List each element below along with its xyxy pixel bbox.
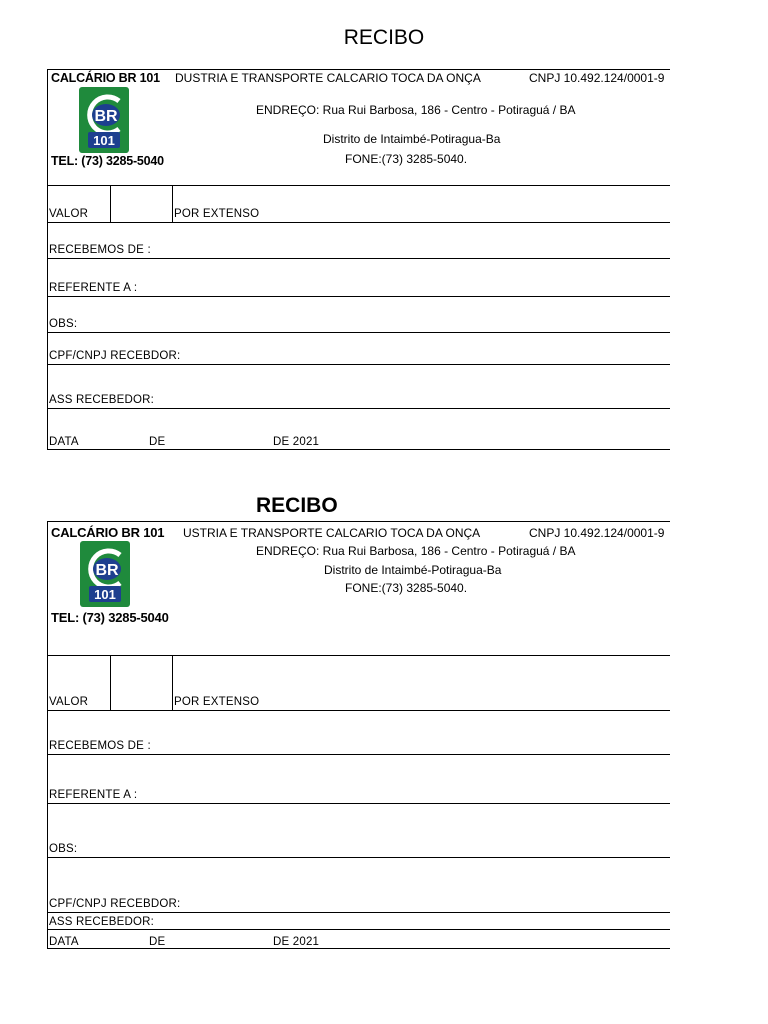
data-label: DATA [49,436,79,448]
brand-phone: TEL: (73) 3285-5040 [51,154,164,168]
company-district: Distrito de Intaimbé-Potiragua-Ba [324,563,502,577]
logo-101-text: 101 [93,133,115,148]
obs-row [48,297,670,333]
cpf-row [48,333,670,365]
logo-101-text: 101 [94,587,116,602]
referente-row [48,259,670,297]
company-district: Distrito de Intaimbé-Potiragua-Ba [323,132,501,146]
company-address: ENDREÇO: Rua Rui Barbosa, 186 - Centro - Potiraguá / BA [256,103,576,117]
company-cnpj: CNPJ 10.492.124/0001-9 [529,526,665,540]
brand-phone: TEL: (73) 3285-5040 [51,610,169,625]
obs-row [48,804,670,858]
de-year-label: DE 2021 [273,436,320,448]
cpf-label: CPF/CNPJ RECEBDOR: [49,350,181,362]
valor-row [48,656,670,711]
brand-name: CALCÁRIO BR 101 [51,525,165,540]
data-row [48,409,670,450]
receipt-title: RECIBO [343,26,425,49]
logo-br-text: BR [95,562,119,579]
recebemos-row [48,711,670,755]
valor-label: VALOR [49,696,89,708]
company-address: ENDREÇO: Rua Rui Barbosa, 186 - Centro - Potiraguá / BA [256,544,576,558]
data-label: DATA [49,936,79,948]
divider [110,186,111,223]
recebemos-label: RECEBEMOS DE : [49,740,151,752]
ass-row [48,913,670,930]
receipt-header [48,70,670,186]
ass-row [48,365,670,409]
referente-row [48,755,670,804]
ass-label: ASS RECEBEDOR: [49,394,155,406]
company-name: DUSTRIA E TRANSPORTE CALCARIO TOCA DA ONÇA [175,71,481,85]
company-phone: FONE:(73) 3285-5040. [345,581,468,595]
receipt-form [47,69,670,450]
ass-label: ASS RECEBEDOR: [49,916,155,928]
por-extenso-label: POR EXTENSO [174,208,260,220]
de-label: DE [149,936,166,948]
data-row [48,930,670,949]
de-year-label: DE 2021 [273,936,320,948]
de-label: DE [149,436,166,448]
receipt-header [48,522,670,656]
obs-label: OBS: [49,843,78,855]
valor-row [48,186,670,223]
por-extenso-label: POR EXTENSO [174,696,260,708]
divider [172,656,173,711]
divider [110,656,111,711]
company-name: USTRIA E TRANSPORTE CALCARIO TOCA DA ONÇA [183,526,481,540]
br101-logo-icon [79,87,129,153]
company-phone: FONE:(73) 3285-5040. [345,152,468,166]
receipt-title: RECIBO [256,494,338,517]
cpf-label: CPF/CNPJ RECEBDOR: [49,898,181,910]
logo-br-text: BR [94,108,118,125]
br101-logo-icon [80,541,130,607]
cpf-row [48,858,670,913]
recebemos-label: RECEBEMOS DE : [49,244,151,256]
receipt-form [47,521,670,949]
recebemos-row [48,223,670,259]
company-cnpj: CNPJ 10.492.124/0001-9 [529,71,665,85]
valor-label: VALOR [49,208,89,220]
referente-label: REFERENTE A : [49,789,138,801]
referente-label: REFERENTE A : [49,282,138,294]
divider [172,186,173,223]
obs-label: OBS: [49,318,78,330]
brand-name: CALCÁRIO BR 101 [51,71,160,85]
